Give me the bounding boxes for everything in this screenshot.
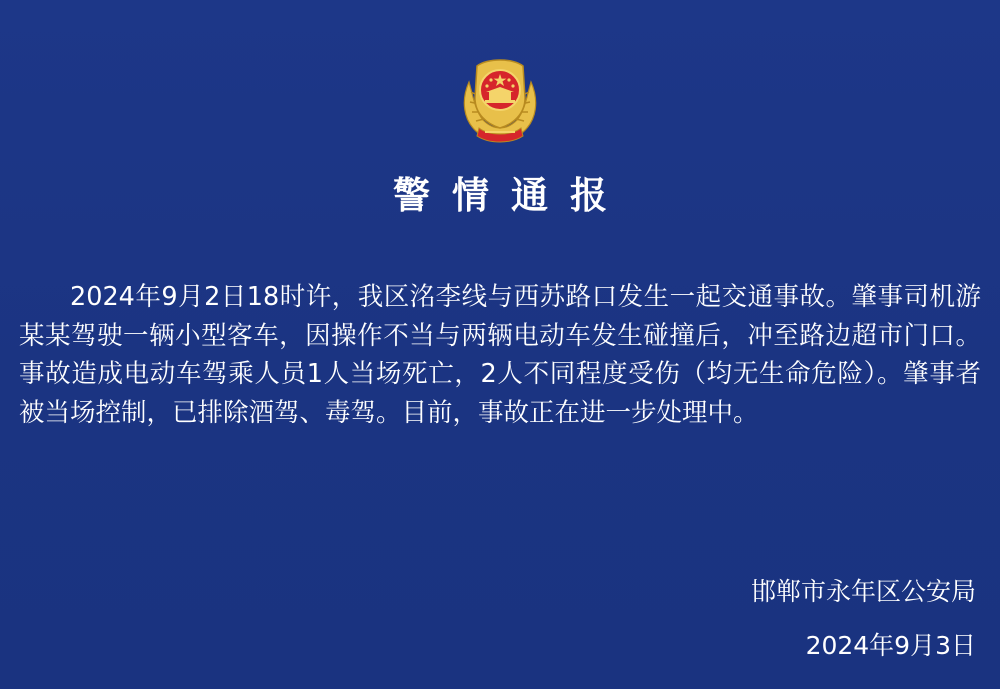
notice-body: 2024年9月2日18时许，我区洺李线与西苏路口发生一起交通事故。肇事司机游某某驾驶一辆小型客车，因操作不当与两辆电动车发生碰撞后，冲至路边超市门口。事故造成电动车驾乘人员1人当场死亡，2人不同程度受伤（均无生命危险）。肇事者被当场控制，已排除酒驾、毒驾。目前，事故正在进一步处理中。 [19, 282, 981, 428]
notice-title: 警情通报 [393, 174, 629, 217]
issue-date: 2024年9月3日 [805, 631, 976, 660]
police-emblem-icon [455, 52, 545, 150]
issuer-name: 邯郸市永年区公安局 [750, 577, 976, 606]
